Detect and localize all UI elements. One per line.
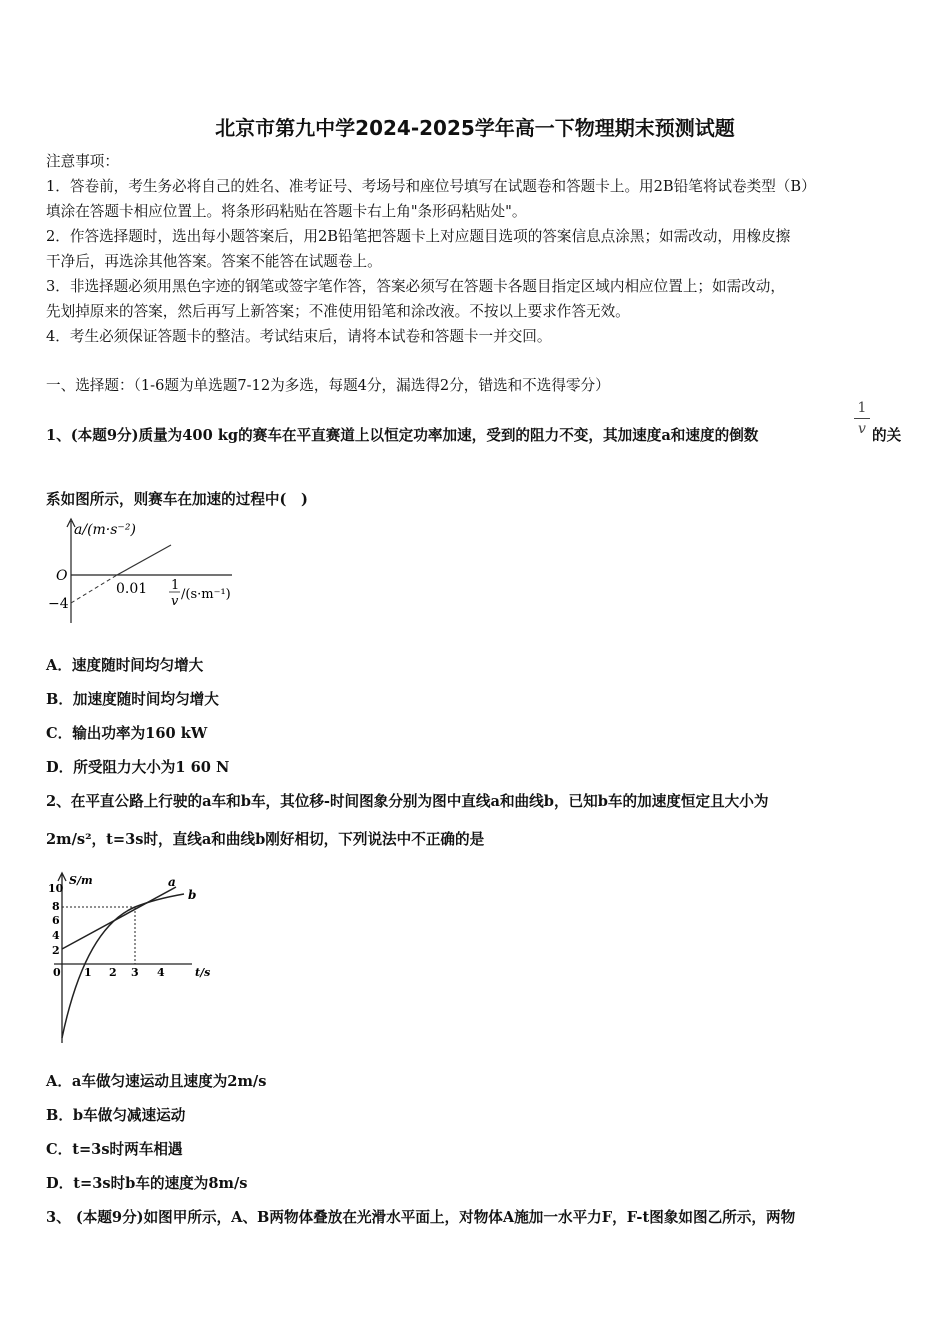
y-axis-label: S/m (69, 874, 93, 887)
y-tick-label: 10 (48, 882, 64, 895)
x-axis-label-denominator: v (171, 594, 179, 609)
q1-stem-line2: 系如图所示，则赛车在加速的过程中( ) (46, 491, 308, 508)
a-line (117, 545, 171, 575)
q1-stem-line1-end: 的关 (872, 427, 902, 444)
notice-line: 4．考生必须保证答题卡的整洁。考试结束后，请将本试卷和答题卡一并交回。 (46, 328, 552, 345)
q1-option-d: D．所受阻力大小为1 60 N (46, 759, 230, 776)
notice-line: 2．作答选择题时，选出每小题答案后，用2B铅笔把答题卡上对应题目选项的答案信息点涂黑；如需改动，用橡皮擦 (46, 228, 791, 245)
section-heading: 一、选择题：（1-6题为单选题7-12为多选，每题4分，漏选得2分，错选和不选得零分） (46, 377, 610, 394)
x-axis-label-unit: /(s·m⁻¹) (181, 587, 231, 602)
q2-stem-line2: 2m/s²，t=3s时，直线a和曲线b刚好相切，下列说法中不正确的是 (46, 831, 485, 848)
q1-graph (40, 515, 250, 625)
q2-option-a: A．a车做匀速运动且速度为2m/s (46, 1073, 267, 1090)
y-tick-label: −4 (48, 596, 69, 612)
notice-heading: 注意事项： (46, 153, 119, 170)
q1-option-c: C．输出功率为160 kW (46, 725, 208, 742)
q1-stem-line1: 1、(本题9分)质量为400 kg的赛车在平直赛道上以恒定功率加速，受到的阻力不变，其加速度a和速度的倒数 (46, 427, 759, 444)
curve-b-label: b (188, 888, 197, 902)
q2-graph (40, 868, 215, 1048)
dashed-extension (71, 575, 117, 603)
q1-option-b: B．加速度随时间均匀增大 (46, 691, 219, 708)
x-tick-label: 2 (109, 966, 117, 979)
curve-a-label: a (168, 875, 176, 889)
y-tick-label: 8 (52, 900, 60, 913)
x-axis-label-numerator: 1 (171, 578, 180, 593)
q2-option-b: B．b车做匀减速运动 (46, 1107, 186, 1124)
x-tick-label: 0 (53, 966, 61, 979)
q2-option-d: D．t=3s时b车的速度为8m/s (46, 1175, 248, 1192)
y-tick-label: 2 (52, 944, 60, 957)
x-tick-label: 3 (131, 966, 139, 979)
notice-line: 3．非选择题必须用黑色字迹的钢笔或签字笔作答，答案必须写在答题卡各题目指定区域内相应位置上；如需改动， (46, 278, 785, 295)
x-tick-label: 4 (157, 966, 165, 979)
q2-stem-line1: 2、在平直公路上行驶的a车和b车，其位移-时间图象分别为图中直线a和曲线b，已知b车的加速度恒定且大小为 (46, 793, 769, 810)
x-tick-label: 0.01 (116, 581, 148, 597)
q1-option-a: A．速度随时间均匀增大 (46, 657, 204, 674)
x-axis-label: t/s (195, 966, 211, 979)
notice-line: 干净后，再选涂其他答案。答案不能答在试题卷上。 (46, 253, 382, 270)
notice-line: 先划掉原来的答案，然后再写上新答案；不准使用铅笔和涂改液。不按以上要求作答无效。 (46, 303, 630, 320)
origin-label: O (56, 568, 68, 584)
y-axis-label: a/(m·s⁻²) (74, 522, 136, 538)
q1-fraction-denominator: v (858, 421, 866, 437)
notice-line: 1．答卷前，考生务必将自己的姓名、准考证号、考场号和座位号填写在试题卷和答题卡上。用2B铅笔将试卷类型（B） (46, 178, 816, 195)
y-tick-label: 4 (52, 929, 60, 942)
q1-fraction (854, 400, 870, 437)
q3-stem-line1: 3、 (本题9分)如图甲所示，A、B两物体叠放在光滑水平面上，对物体A施加一水平力F，F-t图象如图乙所示，两物 (46, 1209, 796, 1226)
y-tick-label: 6 (52, 914, 60, 927)
page-title: 北京市第九中学2024-2025学年高一下物理期末预测试题 (215, 116, 735, 140)
notice-line: 填涂在答题卡相应位置上。将条形码粘贴在答题卡右上角"条形码粘贴处"。 (46, 203, 527, 220)
q1-fraction-numerator: 1 (857, 400, 867, 416)
x-tick-label: 1 (84, 966, 92, 979)
line-a (62, 887, 176, 949)
q2-option-c: C．t=3s时两车相遇 (46, 1141, 183, 1158)
